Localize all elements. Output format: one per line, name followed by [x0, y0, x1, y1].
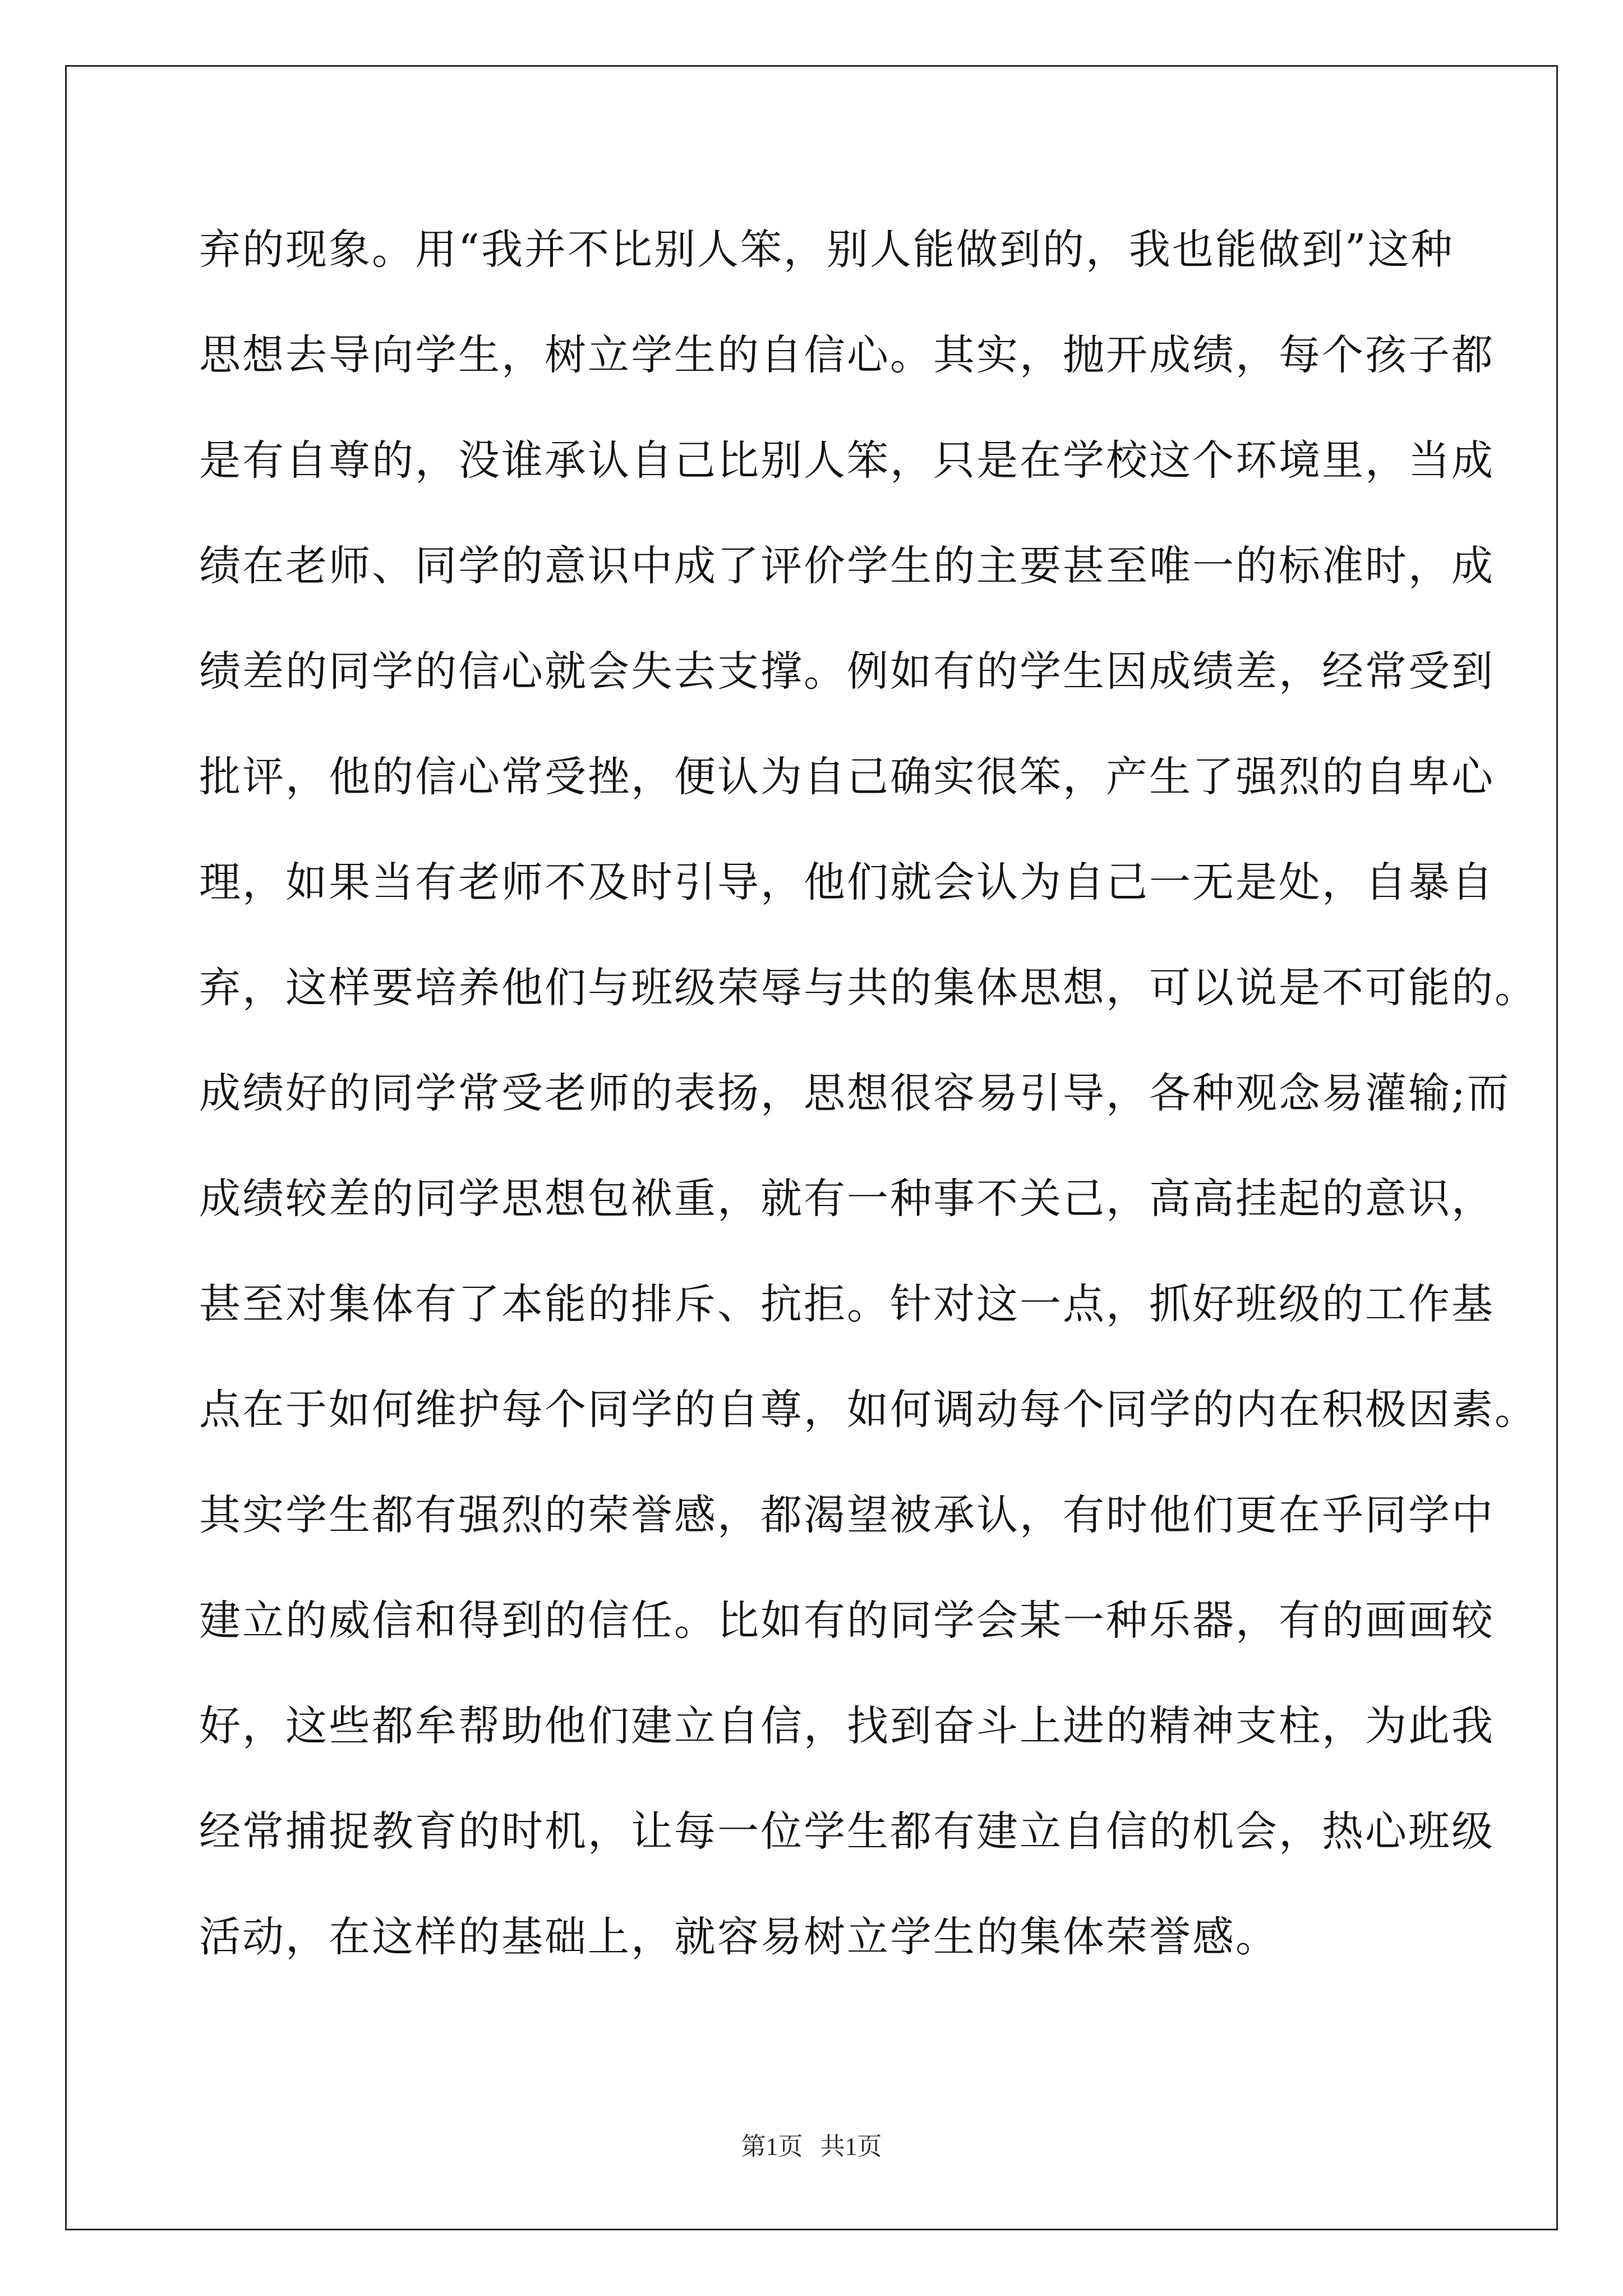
body-text: [199, 222, 1538, 2014]
text-line: 活动，在这样的基础上，就容易树立学生的集体荣誉感。: [199, 1913, 1279, 1961]
text-line: 绩差的同学的信心就会失去支撑。例如有的学生因成绩差，经常受到: [199, 647, 1495, 696]
text-line: 思想去导向学生，树立学生的自信心。其实，抛开成绩，每个孩子都: [199, 331, 1495, 379]
text-line: 甚至对集体有了本能的排斥、抗拒。针对这一点，抓好班级的工作基: [199, 1280, 1495, 1328]
text-line: 建立的威信和得到的信任。比如有的同学会某一种乐器，有的画画较: [199, 1596, 1495, 1645]
text-line: 经常捕捉教育的时机，让每一位学生都有建立自信的机会，热心班级: [199, 1807, 1495, 1856]
text-line: 成绩较差的同学思想包袱重，就有一种事不关己，高高挂起的意识，: [199, 1175, 1495, 1223]
text-line: 批评，他的信心常受挫，便认为自己确实很笨，产生了强烈的自卑心: [199, 753, 1495, 801]
text-line: 好，这些都牟帮助他们建立自信，找到奋斗上进的精神支柱，为此我: [199, 1702, 1495, 1750]
text-line: 是有自尊的，没谁承认自己比别人笨，只是在学校这个环境里，当成: [199, 436, 1495, 485]
page-number-current: 第1页: [741, 2133, 803, 2160]
page-number-total: 共1页: [820, 2133, 882, 2160]
text-line: 成绩好的同学常受老师的表扬，思想很容易引导，各种观念易灌输;而: [199, 1069, 1510, 1117]
text-line: 绩在老师、同学的意识中成了评价学生的主要甚至唯一的标准时，成: [199, 542, 1495, 590]
text-line: 弃的现象。用“我并不比别人笨，别人能做到的，我也能做到”这种: [199, 226, 1454, 274]
text-line: 弃，这样要培养他们与班级荣辱与共的集体思想，可以说是不可能的。: [199, 964, 1538, 1012]
text-line: 理，如果当有老师不及时引导，他们就会认为自己一无是处，自暴自: [199, 858, 1495, 907]
page-footer: [0, 2126, 1623, 2162]
text-line: 点在于如何维护每个同学的自尊，如何调动每个同学的内在积极因素。: [199, 1386, 1538, 1434]
text-line: 其实学生都有强烈的荣誉感，都渴望被承认，有时他们更在乎同学中: [199, 1491, 1495, 1539]
